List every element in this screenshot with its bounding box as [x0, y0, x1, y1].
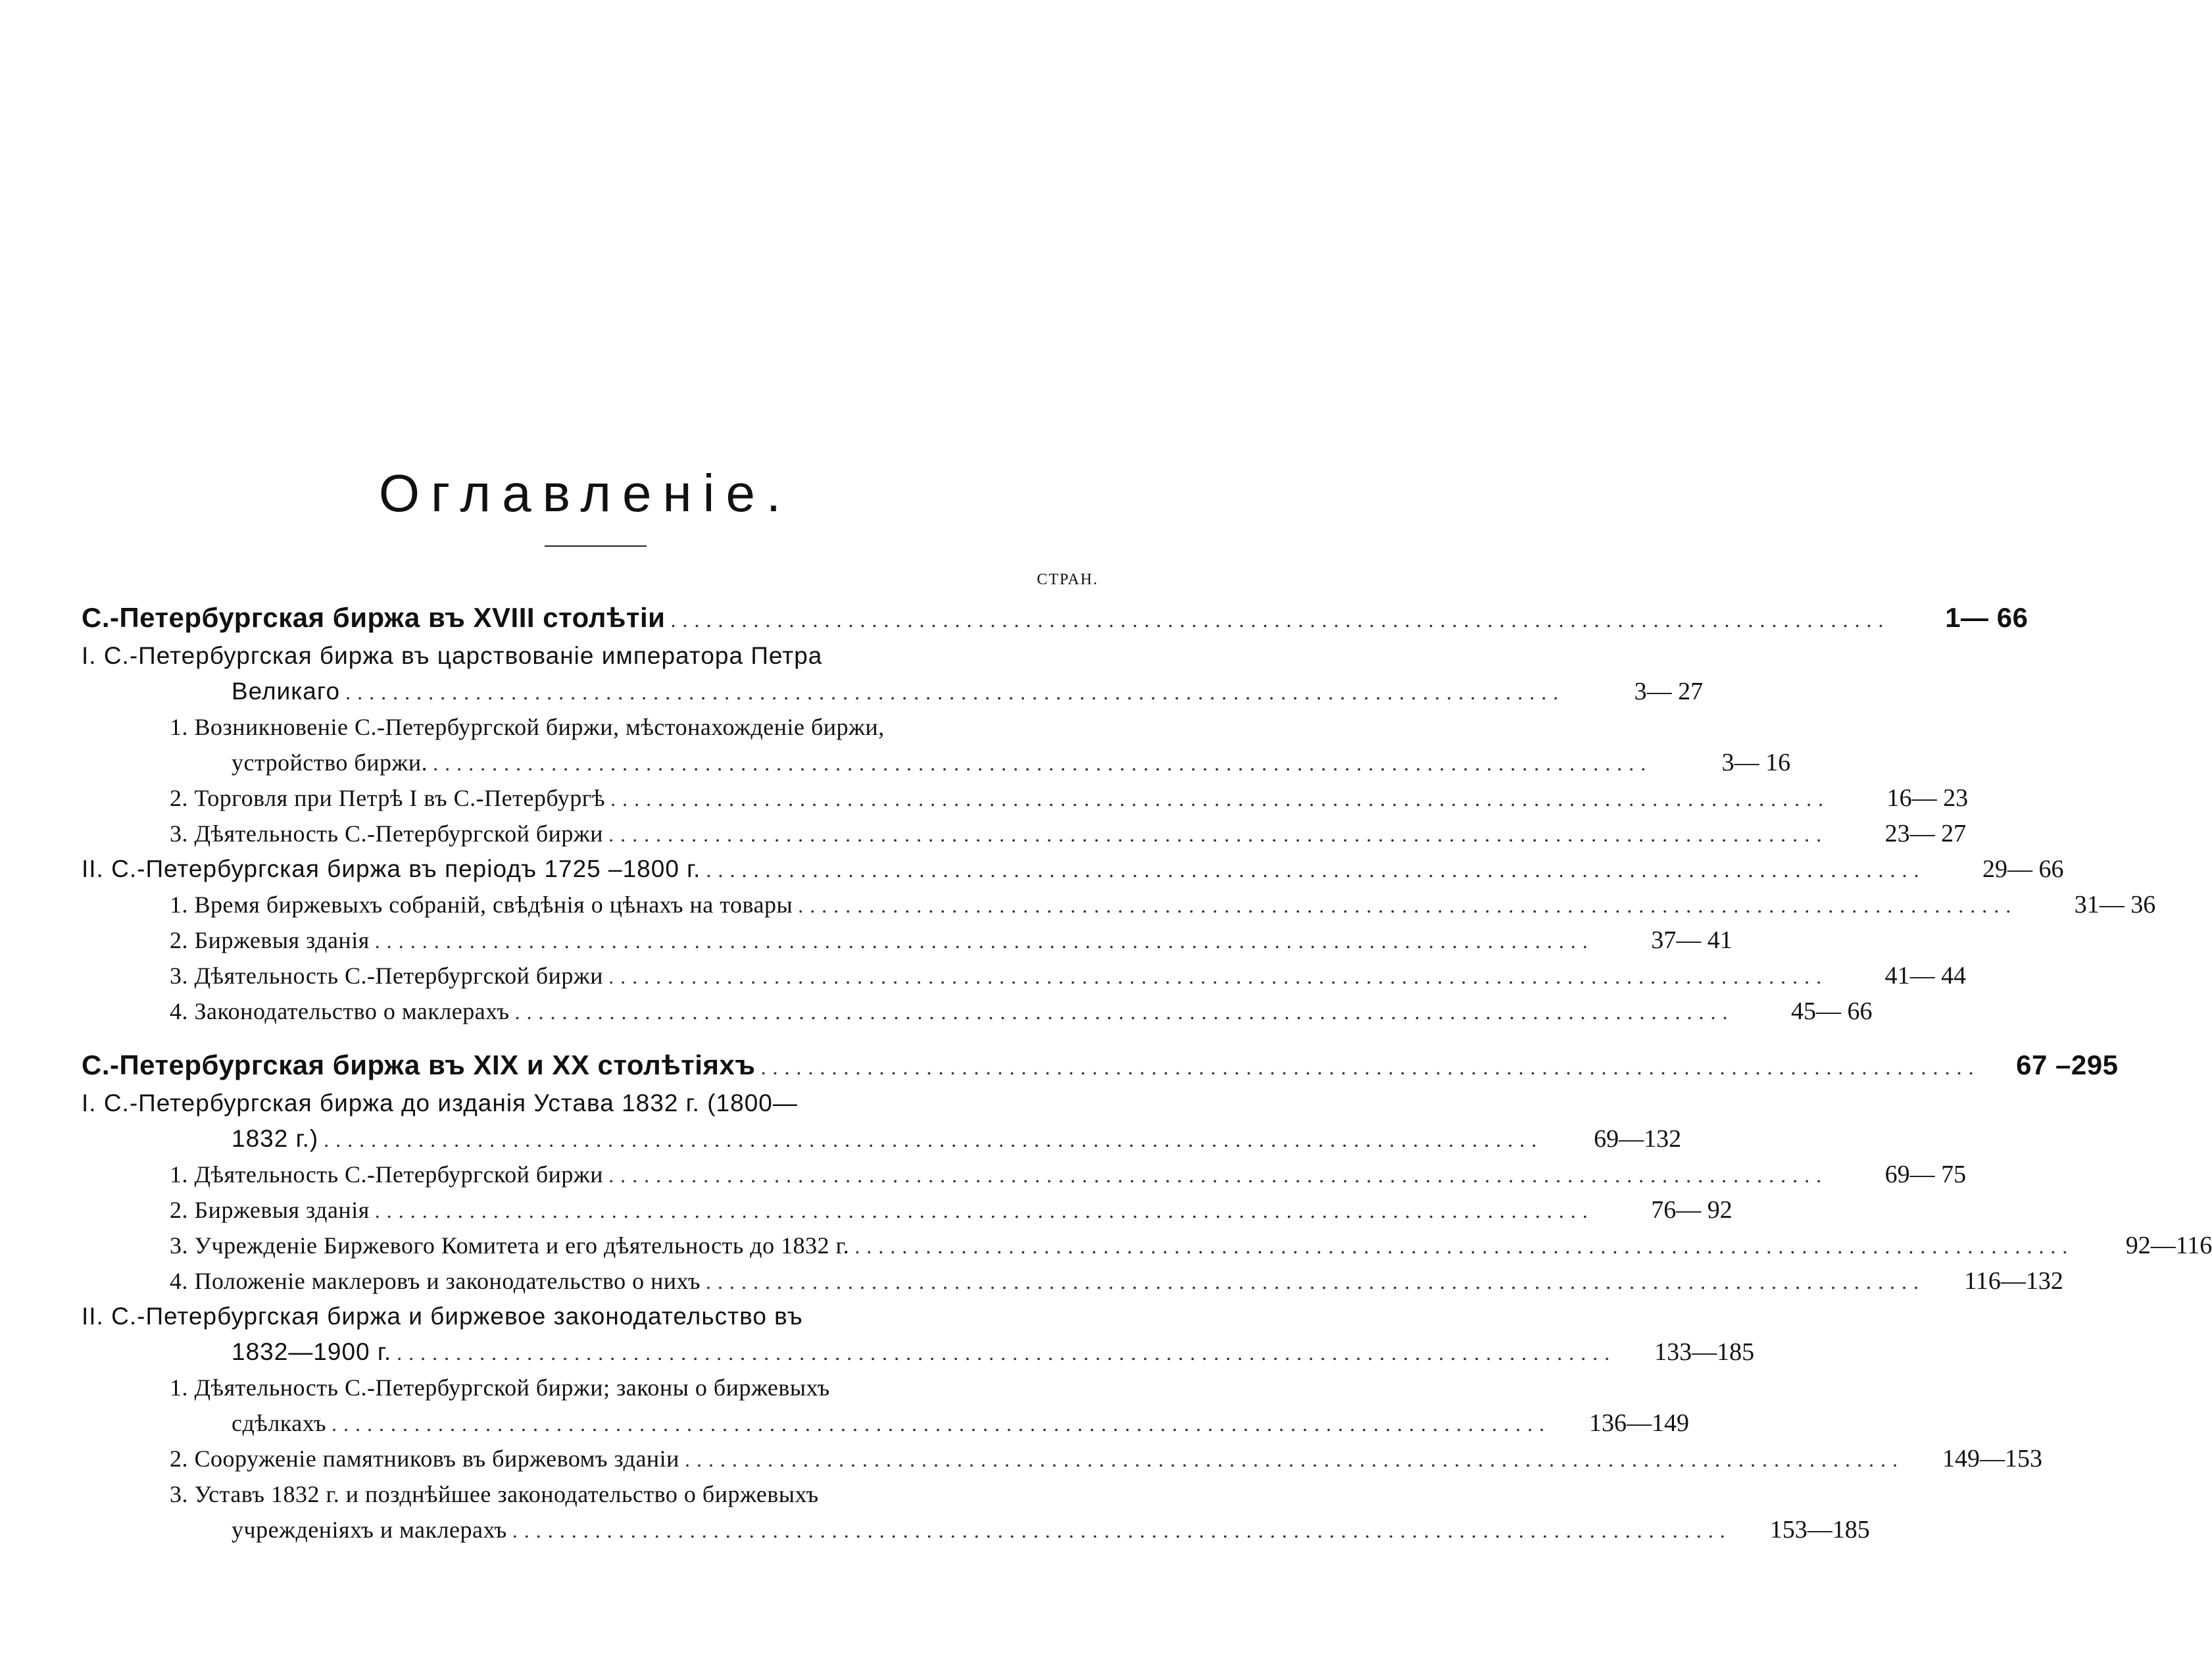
toc-entry-pages: 92—116 [2125, 1232, 2212, 1259]
dot-leader: ....................................................................................................... [514, 1000, 1734, 1024]
dot-leader: ....................................................................................................... [854, 1234, 2075, 1258]
dot-leader: ....................................................................................................... [324, 1128, 1544, 1151]
toc-entry-title: I. С.-Петербургская биржа до изданія Устава 1832 г. (1800— [82, 1090, 798, 1117]
toc-entry-title: 4. Законодательство о маклерахъ [170, 998, 510, 1024]
toc-section-entry-continuation[interactable] [82, 745, 1791, 780]
toc-section-entry[interactable] [82, 780, 1969, 816]
dot-leader: ....................................................................................................... [397, 1341, 1617, 1365]
dot-leader: ....................................................................................................... [512, 1519, 1732, 1542]
dot-leader: ....................................................................................................... [760, 1055, 1980, 1079]
toc-entry-title: 1. Дѣятельность С.-Петербургской биржи; законы о биржевыхъ [170, 1374, 830, 1401]
toc-entry-title: 3. Учрежденіе Биржевого Комитета и его дѣятельность до 1832 г. [170, 1232, 850, 1259]
toc-section-entry[interactable] [82, 816, 1967, 851]
toc-entry-title: сдѣлкахъ [232, 1410, 326, 1436]
toc-section-entry[interactable] [82, 1370, 1100, 1405]
dot-leader: ....................................................................................................... [608, 822, 1829, 846]
title-divider [545, 545, 647, 547]
toc-entry-title: 1. Время биржевыхъ собраній, свѣдѣнія о цѣнахъ на товары [170, 892, 793, 918]
toc-entry-title: Великаго [232, 678, 341, 705]
dot-leader: ....................................................................................................... [684, 1447, 1904, 1471]
toc-entry-title: 3. Дѣятельность С.-Петербургской биржи [170, 963, 604, 989]
toc-section-entry-continuation[interactable] [82, 1405, 1689, 1441]
toc-entry-pages: 116—132 [1964, 1267, 2063, 1295]
toc-chapter-entry[interactable] [82, 1086, 1100, 1121]
toc-entry-pages: 69—132 [1594, 1125, 1682, 1153]
toc-entry-title: 2. Биржевыя зданія [170, 1197, 370, 1223]
toc-section-entry[interactable] [82, 887, 2156, 922]
toc-entry-title: 1832 г.) [232, 1125, 319, 1152]
toc-entry-pages: 3— 27 [1634, 678, 1704, 705]
toc-entry-pages: 76— 92 [1651, 1196, 1733, 1224]
toc-entry-title: 2. Биржевыя зданія [170, 927, 370, 953]
page-title: Оглавленіе. [378, 463, 793, 522]
toc-entry-title: С.-Петербургская биржа въ XVIII столѣтіи [82, 602, 666, 633]
toc-entry-title: устройство биржи. [232, 749, 428, 776]
toc-entry-pages: 1— 66 [1945, 602, 2028, 633]
toc-section-entry[interactable] [82, 1263, 2063, 1299]
dot-leader: ....................................................................................................... [433, 751, 1653, 775]
dot-leader: ....................................................................................................... [706, 858, 1926, 882]
toc-part-entry[interactable] [82, 1045, 2119, 1086]
toc-entry-pages: 69— 75 [1884, 1161, 1967, 1188]
dot-leader: ....................................................................................................... [670, 608, 1890, 632]
toc-entry-pages: 31— 36 [2074, 891, 2156, 918]
toc-entry-title: 2. Сооруженіе памятниковъ въ биржевомъ зданіи [170, 1445, 679, 1472]
toc-entry-title: I. С.-Петербургская биржа въ царствованіе императора Петра [82, 642, 823, 669]
toc-chapter-entry-continuation[interactable] [82, 1334, 1755, 1370]
toc-chapter-entry[interactable] [82, 1299, 1100, 1334]
toc-section-entry-continuation[interactable] [82, 1512, 1870, 1547]
toc-entry-title: 4. Положеніе маклеровъ и законодательство о нихъ [170, 1268, 700, 1294]
toc-section-entry[interactable] [82, 993, 1873, 1029]
dot-leader: ....................................................................................................... [374, 1199, 1594, 1222]
toc-section-entry[interactable] [82, 958, 1967, 993]
dot-leader: ....................................................................................................... [705, 1270, 1925, 1294]
dot-leader: ....................................................................................................... [608, 965, 1829, 988]
toc-section-entry[interactable] [82, 1228, 2212, 1263]
toc-chapter-entry[interactable] [82, 638, 1100, 674]
toc-entry-pages: 41— 44 [1884, 962, 1967, 990]
dot-leader: ....................................................................................................... [374, 929, 1594, 953]
dot-leader: ....................................................................................................... [798, 893, 2018, 917]
toc-entry-title: 3. Дѣятельность С.-Петербургской биржи [170, 820, 604, 847]
toc-entry-pages: 149—153 [1942, 1445, 2042, 1472]
toc-entry-pages: 67 –295 [2016, 1049, 2119, 1080]
toc-chapter-entry-continuation[interactable] [82, 1121, 1682, 1157]
toc-entry-pages: 153—185 [1769, 1516, 1870, 1544]
toc-entry-pages: 3— 16 [1721, 749, 1791, 776]
toc-entry-title: 1. Возникновеніе С.-Петербургской биржи, мѣстонахожденіе биржи, [170, 714, 885, 740]
toc-section-entry[interactable] [82, 1441, 2042, 1476]
toc-section-entry[interactable] [82, 1476, 1100, 1512]
toc-entry-title: 3. Уставъ 1832 г. и позднѣйшее законодательство о биржевыхъ [170, 1481, 819, 1507]
table-of-contents [82, 593, 2212, 1547]
dot-leader: ....................................................................................................... [345, 680, 1565, 704]
toc-entry-pages: 29— 66 [1982, 855, 2064, 883]
toc-entry-title: 2. Торговля при Петрѣ I въ С.-Петербургѣ [170, 785, 606, 811]
toc-entry-pages: 136—149 [1588, 1409, 1689, 1437]
toc-entry-pages: 16— 23 [1886, 784, 1969, 812]
toc-chapter-entry[interactable] [82, 851, 2064, 887]
toc-entry-pages: 45— 66 [1791, 997, 1873, 1025]
dot-leader: ....................................................................................................... [610, 787, 1831, 811]
dot-leader: ....................................................................................................... [608, 1163, 1829, 1187]
toc-entry-pages: 23— 27 [1884, 820, 1967, 847]
toc-entry-pages: 133—185 [1654, 1338, 1755, 1366]
toc-section-entry[interactable] [82, 1157, 1967, 1192]
toc-entry-title: 1832—1900 г. [232, 1338, 392, 1365]
pages-column-heading: СТРАН. [1037, 571, 1098, 588]
toc-section-entry[interactable] [82, 922, 1733, 958]
toc-chapter-entry-continuation[interactable] [82, 674, 1704, 709]
toc-section-entry[interactable] [82, 1192, 1733, 1228]
toc-entry-pages: 37— 41 [1651, 926, 1733, 954]
toc-entry-title: учрежденіяхъ и маклерахъ [232, 1517, 507, 1543]
toc-section-entry[interactable] [82, 709, 1100, 745]
dot-leader: ....................................................................................................... [331, 1412, 1551, 1436]
toc-entry-title: II. С.-Петербургская биржа и биржевое законодательство въ [82, 1303, 803, 1330]
toc-entry-title: II. С.-Петербургская биржа въ періодъ 1725 –1800 г. [82, 855, 701, 882]
toc-entry-title: 1. Дѣятельность С.-Петербургской биржи [170, 1161, 604, 1188]
toc-entry-title: С.-Петербургская биржа въ XIX и XX столѣтіяхъ [82, 1049, 756, 1080]
toc-part-entry[interactable] [82, 597, 2028, 638]
